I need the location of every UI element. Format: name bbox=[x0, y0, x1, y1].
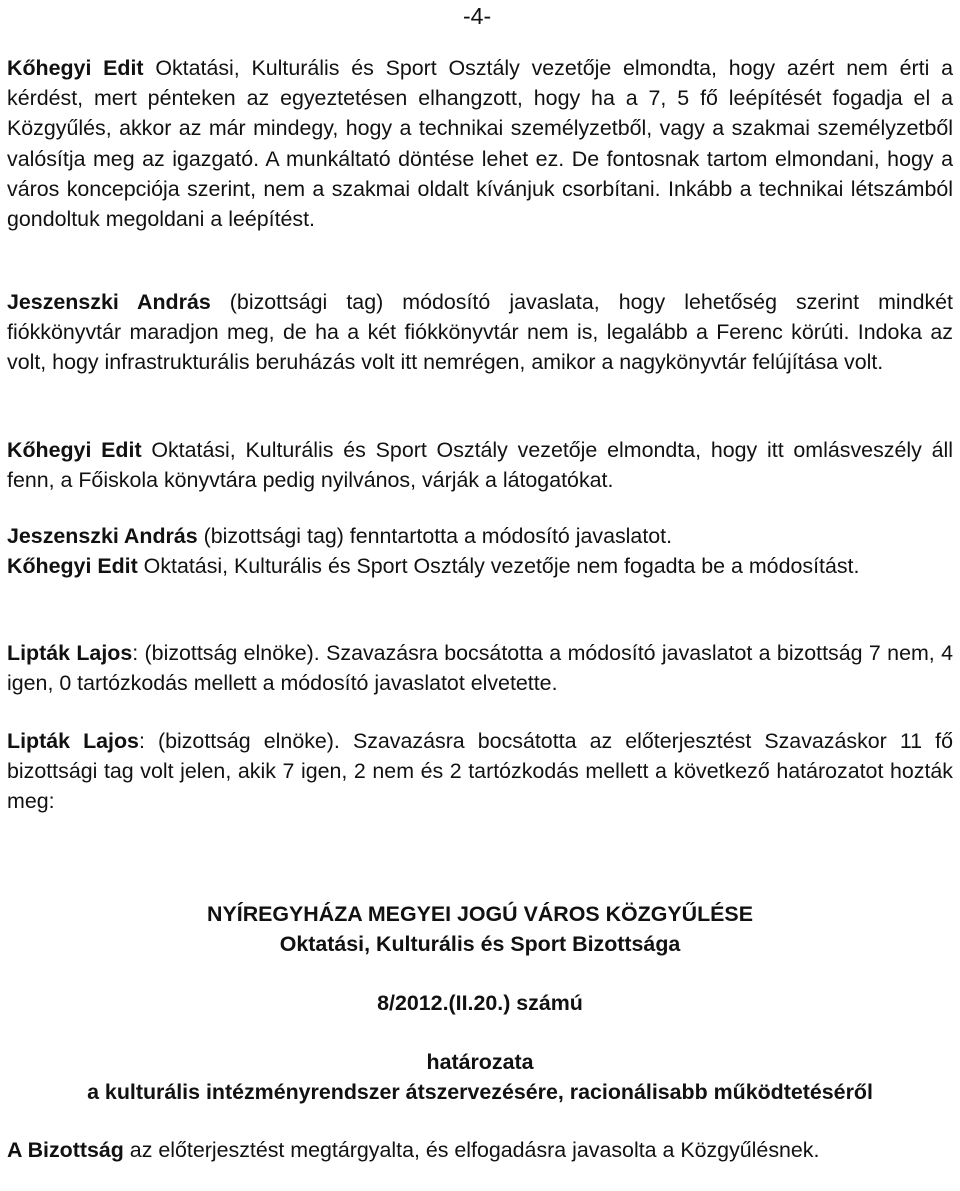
speaker-name: Kőhegyi Edit bbox=[7, 438, 142, 462]
resolution-subject: a kulturális intézményrendszer átszervezésére, racionálisabb működtetéséről bbox=[87, 1080, 873, 1104]
speaker-name: Lipták Lajos bbox=[7, 729, 139, 753]
resolution-label: határozata bbox=[426, 1050, 534, 1074]
resolution-number: 8/2012.(II.20.) számú bbox=[377, 991, 583, 1015]
paragraph-4 bbox=[7, 521, 953, 551]
speaker-name: Jeszenszki András bbox=[7, 524, 198, 548]
paragraph-text: (bizottsági tag) módosító javaslata, hogy lehetőség szerint mindkét fiókkönyvtár maradjon meg, de ha a két fiókkönyvtár nem is, legalább a Ferenc körúti. Indoka az volt, hogy infrastrukturális beruházás volt itt nemrégen, amikor a nagykönyvtár felújítása volt. bbox=[7, 290, 953, 375]
paragraph-5 bbox=[7, 551, 953, 581]
speaker-name: Kőhegyi Edit bbox=[7, 554, 138, 578]
resolution-heading-1: NYÍREGYHÁZA MEGYEI JOGÚ VÁROS KÖZGYŰLÉSE bbox=[207, 902, 753, 926]
resolution-heading-2: Oktatási, Kulturális és Sport Bizottsága bbox=[279, 932, 681, 956]
speaker-name: Kőhegyi Edit bbox=[7, 56, 144, 80]
paragraph-text: : (bizottság elnöke). Szavazásra bocsátotta az előterjesztést Szavazáskor 11 fő bizottsági tag volt jelen, akik 7 igen, 2 nem és 2 tartózkodás mellett a következő határozatot hozták meg: bbox=[7, 729, 953, 814]
paragraph-text: (bizottsági tag) fenntartotta a módosító javaslatot. bbox=[197, 524, 673, 548]
paragraph-text: : (bizottság elnöke). Szavazásra bocsátotta a módosító javaslatot a bizottság 7 nem, 4 igen, 0 tartózkodás mellett a módosító javaslatot elvetette. bbox=[7, 641, 953, 696]
paragraph-3 bbox=[7, 435, 953, 495]
paragraph-text: Oktatási, Kulturális és Sport Osztály vezetője elmondta, hogy itt omlásveszély áll fenn, a Főiskola könyvtára pedig nyilvános, várják a látogatókat. bbox=[7, 438, 953, 493]
paragraph-6 bbox=[7, 638, 953, 698]
speaker-name: Jeszenszki András bbox=[7, 290, 211, 314]
paragraph-2 bbox=[7, 287, 953, 378]
paragraph-7 bbox=[7, 726, 953, 817]
speaker-name: Lipták Lajos bbox=[7, 641, 133, 665]
paragraph-text: Oktatási, Kulturális és Sport Osztály vezetője nem fogadta be a módosítást. bbox=[137, 554, 860, 578]
paragraph-text: Oktatási, Kulturális és Sport Osztály vezetője elmondta, hogy azért nem érti a kérdést, mert pénteken az egyeztetésen elhangzott, hogy ha a 7, 5 fő leépítését fogadja el a Közgyűlés, akkor az már mindegy, hogy a technikai személyzetből, vagy a szakmai személyzetből valósítja meg az igazgató. A munkáltató döntése lehet ez. De fontosnak tartom elmondani, hogy a város koncepciója szerint, nem a szakmai oldalt kívánjuk csorbítani. Inkább a technikai létszámból gondoltuk megoldani a leépítést. bbox=[7, 56, 953, 232]
final-text: az előterjesztést megtárgyalta, és elfogadásra javasolta a Közgyűlésnek. bbox=[123, 1138, 820, 1162]
paragraph-1 bbox=[7, 53, 953, 234]
page-number: -4- bbox=[463, 3, 492, 29]
final-subject: A Bizottság bbox=[7, 1138, 124, 1162]
final-paragraph bbox=[7, 1135, 953, 1165]
